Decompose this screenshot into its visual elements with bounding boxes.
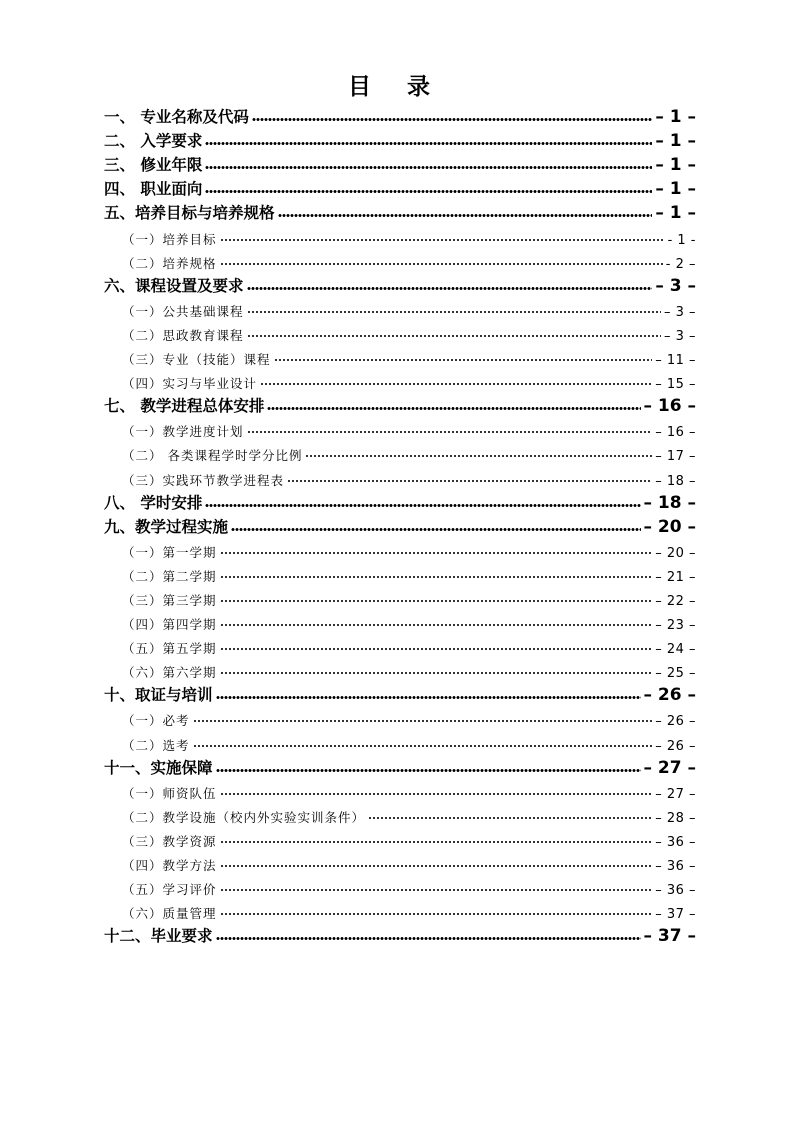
dot-leader bbox=[247, 430, 653, 434]
toc-entry-text: 十一、实施保障 bbox=[104, 758, 213, 777]
toc-entry-page: – 27 – bbox=[655, 786, 696, 802]
toc-entry-text: （五）学习评价 bbox=[122, 882, 217, 898]
toc-entry-text: （二）思政教育课程 bbox=[122, 327, 244, 343]
toc-entry-text: （三）第三学期 bbox=[122, 592, 217, 608]
toc-subentry-9-2 bbox=[104, 561, 696, 585]
toc-entry-text: （一）第一学期 bbox=[122, 544, 217, 560]
toc-entry-page: – 36 – bbox=[655, 883, 696, 899]
toc-entry-text: 二、 入学要求 bbox=[104, 132, 203, 151]
dot-leader bbox=[247, 334, 661, 338]
dot-leader bbox=[267, 406, 640, 411]
toc-entry-text: （五）第五学期 bbox=[122, 641, 217, 657]
toc-entry-12 bbox=[104, 922, 696, 946]
toc-entry-page: – 23 – bbox=[655, 618, 696, 634]
toc-entry-9 bbox=[104, 513, 696, 537]
toc-subentry-9-4 bbox=[104, 609, 696, 633]
dot-leader bbox=[220, 262, 663, 266]
toc-entry-10 bbox=[104, 681, 696, 705]
toc-entry-5 bbox=[104, 199, 696, 223]
toc-entry-page: - 1 - bbox=[667, 232, 696, 248]
toc-entry-page: – 11 – bbox=[655, 353, 696, 369]
dot-leader bbox=[305, 454, 652, 458]
dot-leader bbox=[231, 527, 640, 532]
toc-subentry-7-3 bbox=[104, 464, 696, 488]
toc-entry-11 bbox=[104, 754, 696, 778]
toc-entry-text: （一）公共基础课程 bbox=[122, 303, 244, 319]
dot-leader bbox=[220, 840, 653, 844]
toc-entry-page: – 26 – bbox=[655, 714, 696, 730]
dot-leader bbox=[220, 864, 653, 868]
toc-entry-7 bbox=[104, 392, 696, 416]
dot-leader bbox=[220, 551, 653, 555]
dot-leader bbox=[220, 623, 653, 627]
toc-entry-text: （六）第六学期 bbox=[122, 665, 217, 681]
dot-leader bbox=[193, 719, 653, 723]
toc-entry-text: （三）教学资源 bbox=[122, 833, 217, 849]
toc-subentry-9-1 bbox=[104, 537, 696, 561]
toc-entry-page: – 3 – bbox=[663, 328, 696, 344]
toc-entry-page: – 1 – bbox=[655, 203, 696, 224]
toc-entry-page: – 1 – bbox=[655, 179, 696, 200]
dot-leader bbox=[216, 768, 641, 773]
toc-entry-page: – 24 – bbox=[655, 642, 696, 658]
toc-subentry-10-2 bbox=[104, 729, 696, 753]
dot-leader bbox=[220, 671, 653, 675]
toc-subentry-5-1 bbox=[104, 223, 696, 247]
toc-entry-page: – 1 – bbox=[655, 107, 696, 128]
dot-leader bbox=[260, 382, 652, 386]
dot-leader bbox=[216, 936, 641, 941]
dot-leader bbox=[220, 912, 653, 916]
toc-entry-text: （三）实践环节教学进程表 bbox=[122, 472, 285, 488]
toc-subentry-7-2 bbox=[104, 440, 696, 464]
dot-leader bbox=[247, 310, 661, 314]
dot-leader bbox=[278, 213, 653, 218]
toc-entry-text: （四）教学方法 bbox=[122, 858, 217, 873]
toc-entry-page: – 16 – bbox=[643, 396, 696, 417]
dot-leader bbox=[205, 503, 640, 508]
dot-leader bbox=[247, 286, 653, 291]
toc-entry-page: – 27 – bbox=[643, 757, 696, 778]
toc-subentry-5-2 bbox=[104, 248, 696, 272]
toc-entry-page: – 20 – bbox=[643, 516, 696, 537]
toc-entry-text: 四、 职业面向 bbox=[104, 180, 203, 199]
dot-leader bbox=[205, 141, 652, 146]
toc-entry-text: （二）第二学期 bbox=[122, 568, 217, 584]
dot-leader bbox=[274, 358, 653, 362]
toc-entry-page: – 25 – bbox=[655, 666, 696, 682]
toc-entry-2 bbox=[104, 127, 696, 151]
dot-leader bbox=[287, 479, 652, 483]
dot-leader bbox=[220, 575, 653, 579]
toc-subentry-9-6 bbox=[104, 657, 696, 681]
toc-entry-page: – 37 – bbox=[655, 907, 696, 923]
toc-entry-1 bbox=[104, 103, 696, 127]
toc-entry-text: 八、 学时安排 bbox=[104, 493, 203, 512]
dot-leader bbox=[220, 599, 653, 603]
toc-subentry-11-3 bbox=[104, 826, 696, 850]
toc-entry-page: – 28 – bbox=[655, 810, 696, 826]
toc-entry-page: – 1 – bbox=[655, 155, 696, 176]
dot-leader bbox=[252, 117, 652, 122]
toc-subentry-11-2 bbox=[104, 802, 696, 826]
toc-entry-text: （二）教学设施（校内外实验实训条件） bbox=[122, 809, 366, 825]
toc-subentry-6-4 bbox=[104, 368, 696, 392]
dot-leader bbox=[220, 238, 665, 242]
toc-entry-text: 三、 修业年限 bbox=[104, 156, 203, 175]
toc-subentry-6-3 bbox=[104, 344, 696, 368]
toc-entry-text: （一）师资队伍 bbox=[122, 785, 217, 801]
toc-entry-text: （三）专业（技能）课程 bbox=[122, 352, 271, 368]
toc-entry-text: 十二、毕业要求 bbox=[104, 927, 213, 946]
toc-subentry-11-5 bbox=[104, 874, 696, 898]
toc-entry-page: – 22 – bbox=[655, 593, 696, 609]
toc-subentry-6-2 bbox=[104, 320, 696, 344]
toc-entry-text: （一）培养目标 bbox=[122, 231, 217, 247]
toc-subentry-11-1 bbox=[104, 778, 696, 802]
toc-entry-4 bbox=[104, 175, 696, 199]
toc-entry-text: 一、 专业名称及代码 bbox=[104, 108, 249, 127]
toc-entry-text: （二）选考 bbox=[122, 737, 190, 753]
dot-leader bbox=[220, 647, 653, 651]
toc-entry-page: – 18 – bbox=[643, 492, 696, 513]
dot-leader bbox=[205, 189, 652, 194]
toc-entry-text: （二）培养规格 bbox=[122, 255, 217, 271]
toc-entry-page: – 36 – bbox=[655, 834, 696, 850]
toc-entry-text: （一）教学进度计划 bbox=[122, 424, 244, 440]
toc-entry-text: 六、课程设置及要求 bbox=[104, 276, 244, 295]
dot-leader bbox=[193, 744, 653, 748]
toc-entry-text: （二） 各类课程学时学分比例 bbox=[122, 448, 303, 464]
toc-entry-text: 五、培养目标与培养规格 bbox=[104, 204, 275, 223]
toc-entry-text: （四）实习与毕业设计 bbox=[122, 376, 258, 392]
toc-subentry-6-1 bbox=[104, 296, 696, 320]
toc-entry-text: 九、教学过程实施 bbox=[104, 517, 229, 536]
toc-entry-page: – 37 – bbox=[643, 926, 696, 947]
toc-entry-page: – 16 – bbox=[655, 425, 696, 441]
toc-entry-page: – 17 – bbox=[655, 449, 696, 465]
dot-leader bbox=[368, 816, 652, 820]
toc-entry-page: – 3 – bbox=[655, 275, 696, 296]
toc-entry-page: – 20 – bbox=[655, 545, 696, 561]
toc-entry-page: – 36 – bbox=[655, 859, 696, 874]
toc-entry-3 bbox=[104, 151, 696, 175]
dot-leader bbox=[220, 792, 653, 796]
toc-subentry-9-5 bbox=[104, 633, 696, 657]
toc-entry-page: – 26 – bbox=[643, 685, 696, 706]
toc-entry-page: – 1 – bbox=[655, 131, 696, 152]
toc-entry-page: - 2 – bbox=[665, 256, 696, 272]
toc-entry-8 bbox=[104, 489, 696, 513]
dot-leader bbox=[216, 695, 641, 700]
toc-entry-page: – 26 – bbox=[655, 738, 696, 754]
table-of-contents bbox=[104, 103, 696, 946]
toc-entry-text: （六）质量管理 bbox=[122, 906, 217, 922]
toc-entry-6 bbox=[104, 272, 696, 296]
toc-entry-text: 十、取证与培训 bbox=[104, 686, 213, 705]
toc-entry-page: – 18 – bbox=[655, 473, 696, 489]
toc-subentry-7-1 bbox=[104, 416, 696, 440]
toc-subentry-11-4 bbox=[104, 850, 696, 874]
dot-leader bbox=[205, 165, 652, 170]
toc-entry-text: （一）必考 bbox=[122, 713, 190, 729]
toc-subentry-9-3 bbox=[104, 585, 696, 609]
toc-subentry-11-6 bbox=[104, 898, 696, 922]
toc-entry-page: – 21 – bbox=[655, 569, 696, 585]
toc-entry-page: – 3 – bbox=[663, 304, 696, 320]
toc-subentry-10-1 bbox=[104, 705, 696, 729]
toc-entry-text: 七、 教学进程总体安排 bbox=[104, 397, 265, 416]
page-title: 目 录 bbox=[347, 74, 444, 100]
dot-leader bbox=[220, 888, 653, 892]
toc-entry-text: （四）第四学期 bbox=[122, 617, 217, 633]
toc-entry-page: – 15 – bbox=[655, 377, 696, 393]
